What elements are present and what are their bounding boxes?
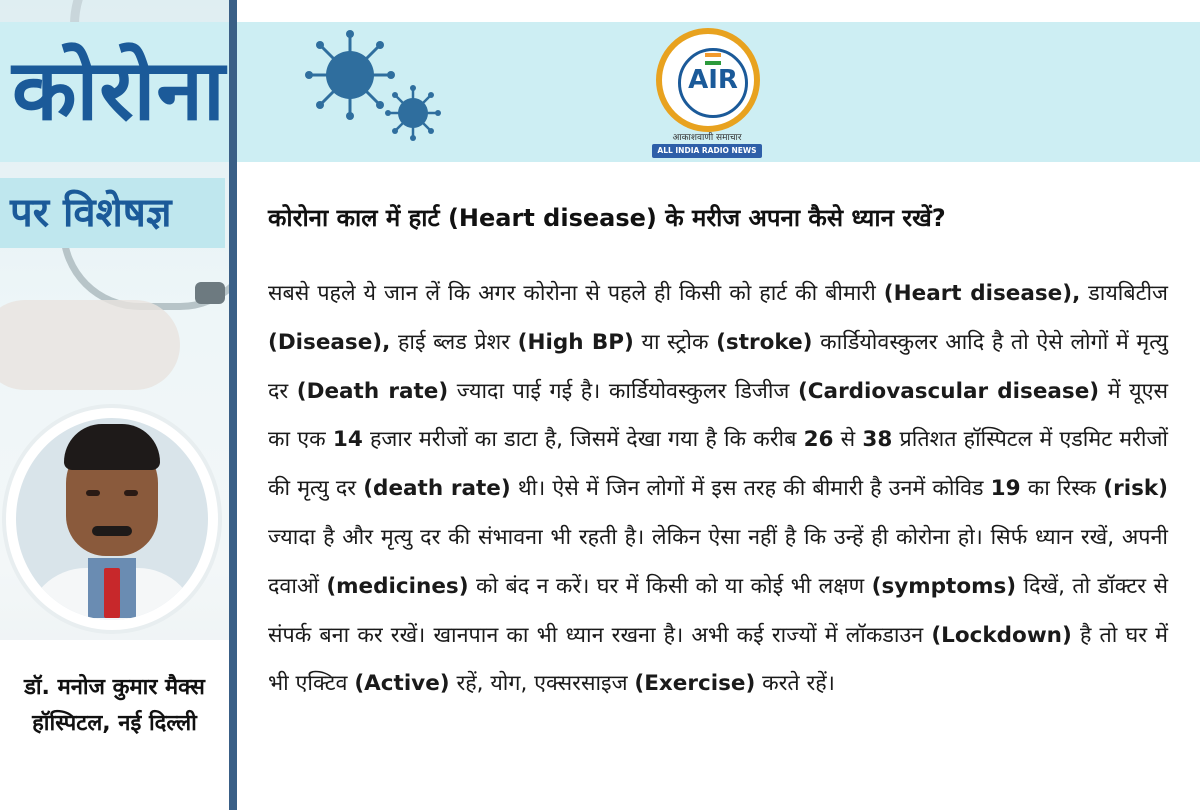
article-text: का रिस्क — [1020, 476, 1104, 502]
doctor-name: डॉ. मनोज कुमार मैक्स — [24, 675, 205, 700]
flag-icon — [705, 53, 721, 65]
logo-hindi-text: आकाशवाणी समाचार — [672, 133, 742, 143]
article-text: में यूएस का एक — [268, 378, 1169, 453]
article-text: या स्ट्रोक — [633, 329, 717, 355]
article-text: है तो घर में भी एक्टिव — [268, 622, 1168, 697]
article-term: (Lockdown) — [931, 622, 1072, 648]
article-text: डायबिटीज — [1080, 281, 1168, 306]
article-term: (Death rate) — [296, 378, 449, 404]
article-term: (symptoms) — [871, 573, 1017, 599]
article-term: (risk) — [1103, 476, 1168, 502]
air-news-logo — [652, 28, 762, 156]
article-term: (Heart disease), — [883, 281, 1081, 306]
page-subtitle: पर विशेषज्ञ — [10, 190, 172, 236]
article-text: सबसे पहले ये जान लें कि अगर कोरोना से पहले ही किसी को हार्ट की बीमारी — [268, 281, 884, 306]
article-term: 14 — [332, 427, 363, 453]
page-title: कोरोना — [12, 41, 226, 139]
article-text: को बंद न करें। घर में किसी को या कोई भी लक्षण — [468, 573, 872, 599]
article-term: 19 — [990, 476, 1021, 502]
article-text: कार्डियोवस्कुलर आदि है तो ऐसे लोगों में मृत्यु दर — [268, 329, 1168, 404]
logo-badge: ALL INDIA RADIO NEWS — [652, 144, 762, 158]
doctor-caption — [0, 670, 229, 742]
article-text: हाई ब्लड प्रेशर — [390, 329, 518, 355]
article-text: से — [833, 427, 863, 453]
article-term: (Cardiovascular disease) — [797, 378, 1100, 404]
article-term: 26 — [803, 427, 834, 453]
article-term: (Exercise) — [634, 671, 756, 697]
small-virus-icon — [385, 85, 441, 141]
article-text: दिखें, तो डॉक्टर से संपर्क बना कर रखें। खानपान का भी ध्यान रखना है। अभी कई राज्यों में लॉकडाउन — [268, 573, 1168, 648]
virus-icon — [305, 30, 395, 120]
doctor-photo — [6, 408, 218, 630]
logo-mark: AIR — [688, 65, 738, 95]
article-term: (Disease), — [268, 329, 391, 355]
article-term: (High BP) — [517, 329, 634, 355]
article-term: (stroke) — [716, 329, 813, 355]
article-text: ज्यादा है और मृत्यु दर की संभावना भी रहती है। लेकिन ऐसा नहीं है कि उन्हें ही कोरोना हो। सिर्फ ध्यान रखें, अपनी दवाओं — [268, 524, 1168, 599]
hand-shape — [0, 300, 180, 390]
stethoscope-knob — [195, 282, 225, 304]
article-text: प्रतिशत हॉस्पिटल में एडमिट मरीजों की मृत्यु दर — [268, 427, 1169, 502]
article-term: (Active) — [354, 671, 450, 697]
article-term: (medicines) — [326, 573, 469, 599]
article-text: हजार मरीजों का डाटा है, जिसमें देखा गया है कि करीब — [362, 427, 804, 453]
logo-ring — [656, 28, 760, 132]
doctor-hospital: हॉस्पिटल, नई दिल्ली — [32, 711, 197, 736]
article-term: (death rate) — [363, 476, 511, 502]
article-question: कोरोना काल में हार्ट (Heart disease) के मरीज अपना कैसे ध्यान रखें? — [268, 204, 946, 232]
article-term: 38 — [862, 427, 893, 453]
article-text: ज्यादा पाई गई है। कार्डियोवस्कुलर डिजीज — [448, 378, 798, 404]
article-text: रहें, योग, एक्सरसाइज — [449, 671, 635, 697]
article-text: थी। ऐसे में जिन लोगों में इस तरह की बीमारी है उनमें कोविड — [510, 476, 991, 502]
article-text: करते रहें। — [755, 671, 835, 697]
article-body — [268, 270, 1168, 709]
